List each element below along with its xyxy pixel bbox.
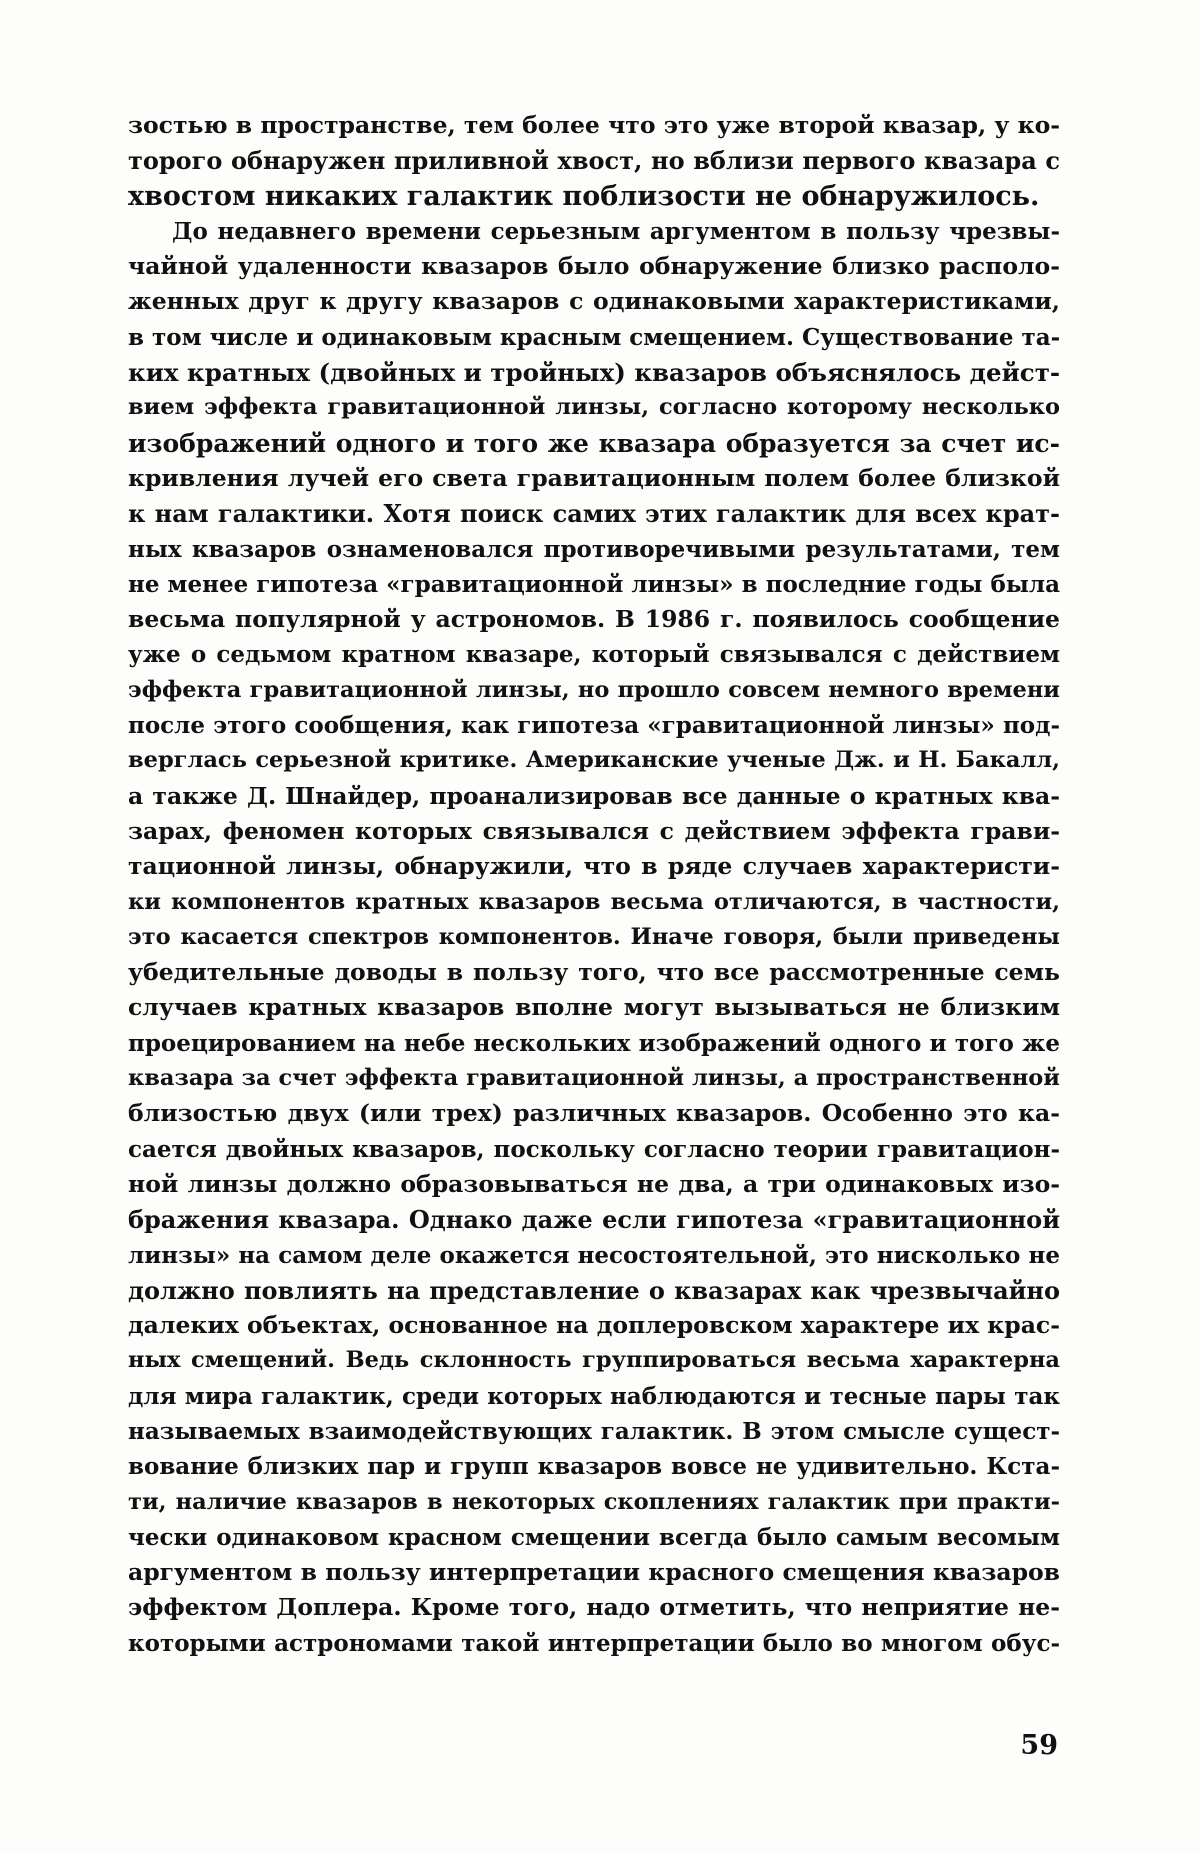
text-line: далеких объектах, основанное на доплеровском характере их крас- <box>128 1311 1060 1340</box>
text-line: ных смещений. Ведь склонность группироваться весьма характерна <box>128 1347 1060 1374</box>
text-line: сается двойных квазаров, поскольку согласно теории гравитацион- <box>128 1135 1060 1163</box>
text-line: после этого сообщения, как гипотеза «гравитационной линзы» под- <box>128 712 1060 740</box>
text-line: ных квазаров ознаменовался противоречивыми результатами, тем <box>128 535 1060 563</box>
text-line: верглась серьезной критике. Американские ученые Дж. и Н. Бакалл, <box>128 747 1060 774</box>
text-line: к нам галактики. Хотя поиск самих этих галактик для всех крат- <box>128 499 1060 529</box>
text-line: чайной удаленности квазаров было обнаружение близко располо- <box>128 252 1060 281</box>
text-line: вием эффекта гравитационной линзы, согласно которому несколько <box>128 394 1060 421</box>
text-line: квазара за счет эффекта гравитационной линзы, а пространственной <box>128 1065 1060 1092</box>
text-line: торого обнаружен приливной хвост, но вблизи первого квазара с <box>128 146 1060 176</box>
text-line: линзы» на самом деле окажется несостоятельной, это нисколько не <box>128 1241 1060 1269</box>
text-line: близостью двух (или трех) различных квазаров. Особенно это ка- <box>128 1099 1060 1128</box>
text-line: для мира галактик, среди которых наблюдаются и тесные пары так <box>128 1382 1060 1410</box>
text-line: это касается спектров компонентов. Иначе говоря, были приведены <box>128 923 1060 950</box>
text-line: проецированием на небе нескольких изображений одного и того же <box>128 1029 1060 1057</box>
page-number: 59 <box>1020 1730 1058 1761</box>
text-line: женных друг к другу квазаров с одинаковыми характеристиками, <box>128 287 1060 316</box>
text-line: хвостом никаких галактик поблизости не обнаружилось. <box>128 180 1040 212</box>
body-text <box>128 108 1060 1661</box>
text-line: которыми астрономами такой интерпретации было во многом обус- <box>128 1629 1060 1657</box>
text-line: должно повлиять на представление о квазарах как чрезвычайно <box>128 1275 1060 1305</box>
text-line: зостью в пространстве, тем более что это уже второй квазар, у ко- <box>128 111 1060 139</box>
text-line: вование близких пар и групп квазаров вовсе не удивительно. Кста- <box>128 1453 1060 1481</box>
text-line: весьма популярной у астрономов. В 1986 г. появилось сообщение <box>128 605 1060 634</box>
text-line: не менее гипотеза «гравитационной линзы» в последние годы была <box>128 570 1060 598</box>
text-line: называемых взаимодействующих галактик. В этом смысле сущест- <box>128 1417 1060 1445</box>
text-line: тационной линзы, обнаружили, что в ряде случаев характеристи- <box>128 852 1060 881</box>
text-line: ких кратных (двойных и тройных) квазаров объяснялось дейст- <box>128 358 1061 388</box>
text-line: аргументом в пользу интерпретации красного смещения квазаров <box>128 1558 1060 1587</box>
text-line: а также Д. Шнайдер, проанализировав все данные о кратных ква- <box>128 781 1060 810</box>
text-line: случаев кратных квазаров вполне могут вызываться не близким <box>128 993 1060 1022</box>
text-line: убедительные доводы в пользу того, что все рассмотренные семь <box>128 958 1060 987</box>
text-line: кривления лучей его света гравитационным полем более близкой <box>128 463 1060 492</box>
text-line: эффектом Доплера. Кроме того, надо отметить, что неприятие не- <box>128 1593 1060 1622</box>
text-line: изображений одного и того же квазара образуется за счет ис- <box>128 428 1060 458</box>
text-line: чески одинаковом красном смещении всегда было самым весомым <box>128 1523 1060 1551</box>
text-line: ной линзы должно образовываться не два, а три одинаковых изо- <box>128 1169 1060 1198</box>
text-line: бражения квазара. Однако даже если гипотеза «гравитационной <box>128 1205 1060 1235</box>
text-line: До недавнего времени серьезным аргументом в пользу чрезвы- <box>172 217 1060 245</box>
text-line: уже о седьмом кратном квазаре, который связывался с действием <box>128 641 1060 669</box>
text-line: ки компонентов кратных квазаров весьма отличаются, в частности, <box>128 888 1060 915</box>
text-line: эффекта гравитационной линзы, но прошло совсем немного времени <box>128 676 1060 703</box>
text-line: зарах, феномен которых связывался с действием эффекта грави- <box>128 816 1060 845</box>
text-line: в том числе и одинаковым красным смещением. Существование та- <box>128 323 1061 351</box>
text-line: ти, наличие квазаров в некоторых скоплениях галактик при практи- <box>128 1488 1060 1515</box>
